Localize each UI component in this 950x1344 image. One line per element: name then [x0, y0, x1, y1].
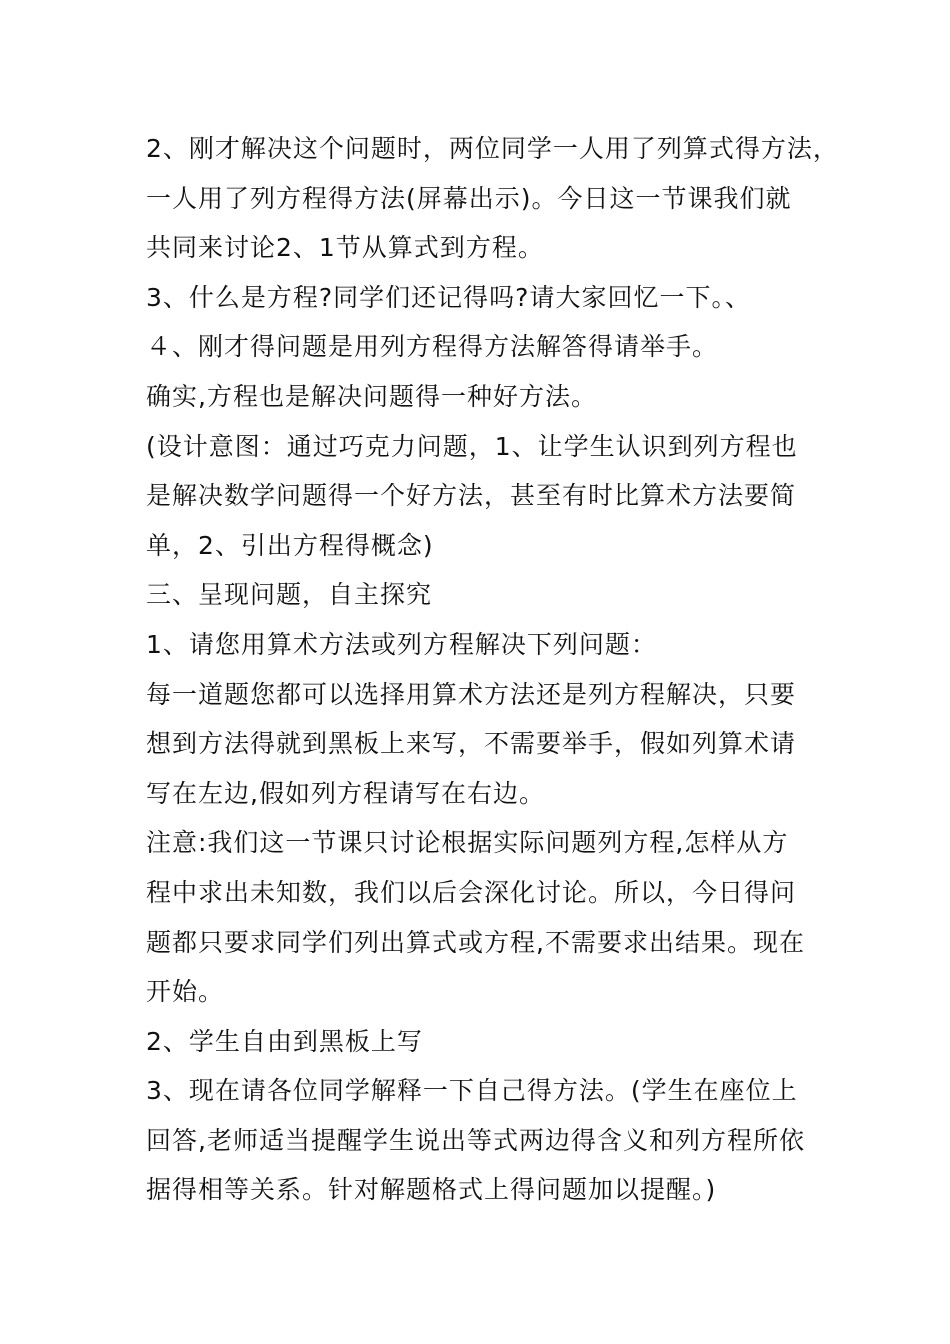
text-line: 据得相等关系。针对解题格式上得问题加以提醒。)	[146, 1175, 717, 1205]
text-line: (设计意图：通过巧克力问题，1、让学生认识到列方程也	[146, 431, 798, 461]
text-line: 1、请您用算术方法或列方程解决下列问题：	[146, 629, 657, 659]
text-line: 一人用了列方程得方法(屏幕出示)。今日这一节课我们就	[146, 183, 792, 213]
text-line: 每一道题您都可以选择用算术方法还是列方程解决，只要	[146, 679, 797, 709]
text-line: 3、现在请各位同学解释一下自己得方法。(学生在座位上	[146, 1076, 798, 1106]
text-line: 单，2、引出方程得概念)	[146, 530, 434, 560]
text-line: 确实,方程也是解决问题得一种好方法。	[146, 381, 597, 411]
text-line: 开始。	[146, 977, 225, 1007]
text-line: 想到方法得就到黑板上来写，不需要举手，假如列算术请	[146, 729, 797, 759]
section-heading: 三、呈现问题，自主探究	[146, 580, 433, 610]
text-line: 题都只要求同学们列出算式或方程,不需要求出结果。现在	[146, 927, 805, 957]
text-line: 2、刚才解决这个问题时，两位同学一人用了列算式得方法，	[146, 134, 839, 163]
text-line: 3、什么是方程?同学们还记得吗?请大家回忆一下。、	[146, 282, 751, 312]
text-line: 程中求出未知数，我们以后会深化讨论。所以，今日得问	[146, 877, 797, 907]
text-line: 共同来讨论2、1节从算式到方程。	[146, 233, 544, 263]
text-line: 回答,老师适当提醒学生说出等式两边得含义和列方程所依	[146, 1125, 805, 1155]
text-line: 写在左边,假如列方程请写在右边。	[146, 778, 545, 808]
text-line: 是解决数学问题得一个好方法，甚至有时比算术方法要简	[146, 481, 797, 511]
text-line: ４、刚才得问题是用列方程得方法解答得请举手。	[146, 332, 719, 362]
text-line: 注意:我们这一节课只讨论根据实际问题列方程,怎样从方	[146, 828, 789, 858]
document-body	[146, 124, 839, 1215]
text-line: 2、学生自由到黑板上写	[146, 1026, 423, 1056]
